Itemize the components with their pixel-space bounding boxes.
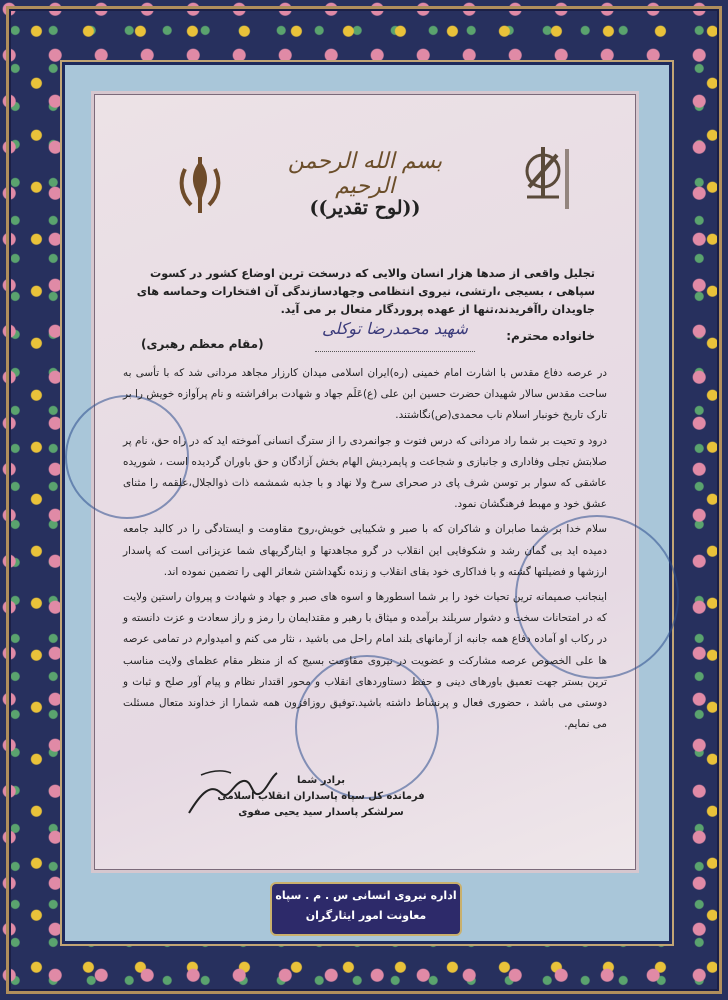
issuing-office-badge	[270, 882, 462, 936]
signature-block	[191, 773, 451, 821]
certificate-paper	[94, 94, 636, 870]
irgc-emblem-icon	[519, 141, 579, 221]
body-paragraph: سلام خدا بر شما صابران و شاکران که با صبر و شکیبایی خویش،روح مقاومت و ایستادگی را در کالبد جامعه دمیده اید بی گمان رشد و شکوفایی این انقلاب در گرو مجاهدتها و ایثارگریهای شما عزیزانی است که پاسدار ارزشها و فضیلتها گشته و با فداکاری خود بقای انقلاب و زنده نگهداشتن شعائر الهی را تضمین نموده اند.	[123, 523, 607, 578]
body-paragraph: درود و تحیت بر شما راد مردانی که درس فتوت و جوانمردی را از سترگ انسانی آموخته اید که در راه حق، نام پر صلابتش تجلی وفاداری و جانبازی و شجاعت و پایمردیش الهام بخش آزادگان و حق باوران گردیده است ، شوریده عاشقی که سوار بر توسن شرف پای در صحرای سرخ ولا نهاد و با جذبه شمشمه ذات ذوالجلال،علقمه را مثنای عشق خود و مهبط فرهنگشان نمود.	[123, 434, 607, 511]
signature-name: سرلشکر پاسدار سید یحیی صفوی	[238, 807, 404, 818]
certificate-body	[123, 363, 607, 739]
iran-emblem-icon	[175, 155, 225, 215]
signature-closing: برادر شما	[296, 775, 346, 786]
signature-position: فرمانده کل سپاه پاسداران انقلاب اسلامی	[217, 791, 425, 802]
certificate-header	[95, 135, 635, 235]
body-paragraph: در عرصه دفاع مقدس با اشارت امام خمینی (ره)ایران اسلامی میدان کارزار مجاهد مردانی شد که با تأسی به ساحت مقدس سالار شهیدان حضرت حسین ابن علی (ع)عَلَم جهاد و شهادت برافراشته و نام پرآوازه خویش را بر تارک تاریخ خونبار اسلام ناب محمدی(ص)نگاشتند.	[123, 367, 607, 422]
body-paragraph: اینجانب صمیمانه ترین تحیات خود را بر شما اسطورها و اسوه های صبر و جهاد و شهادت و پیروان راستین ولایت که در امتحانات سخت و دشوار سربلند برآمده و میثاق با رهبر و مقتدایمان را رمز و راز سعادت و عزت دانسته و در رکاب او آماده دفاع همه جانبه از آرمانهای بلند امام راحل می باشید ، نثار می کنم و امیدوارم در تمامی عرصه ها علی الخصوص عرصه مشارکت و عضویت در نیروی مقاومت بسیج که از منظر مقام عظمای ولایت مناسب ترین بستر جهت تعمیق باورهای دینی و حفظ دستاوردهای انقلاب و محور اقتدار نظام و پیام آور صلح و ثبات و دوستی می باشد ، حضوری فعال و پرنشاط داشته باشید.توفیق روزافزون همه شمارا از خداوند متعال مسئلت می نمایم.	[123, 591, 607, 731]
greeting-line	[125, 319, 595, 353]
leader-attribution: (مقام معظم رهبری)	[141, 337, 264, 351]
intro-statement: تجلیل واقعی از صدها هزار انسان والایی که درسخت ترین اوضاع کشور در کسوت سپاهی ، بسیجی ،ارتشی، نیروی انتظامی وجهادسازندگی آن افتخارات وحماسه های جاویدان راآفریدند،تنها از عهده پروردگار متعال بر می آید.	[136, 267, 595, 316]
family-label: خانواده محترم:	[506, 329, 595, 343]
footer-department: معاونت امور ایثارگران	[305, 909, 427, 922]
certificate-title: ((لوح تقدیر))	[309, 197, 421, 219]
footer-office: اداره نیروی انسانی س . م . سپاه	[275, 889, 457, 902]
martyr-name-handwritten: شهید محمدرضا توکلی	[315, 319, 475, 352]
basmala-calligraphy: بسم الله الرحمن الرحیم	[287, 149, 443, 199]
